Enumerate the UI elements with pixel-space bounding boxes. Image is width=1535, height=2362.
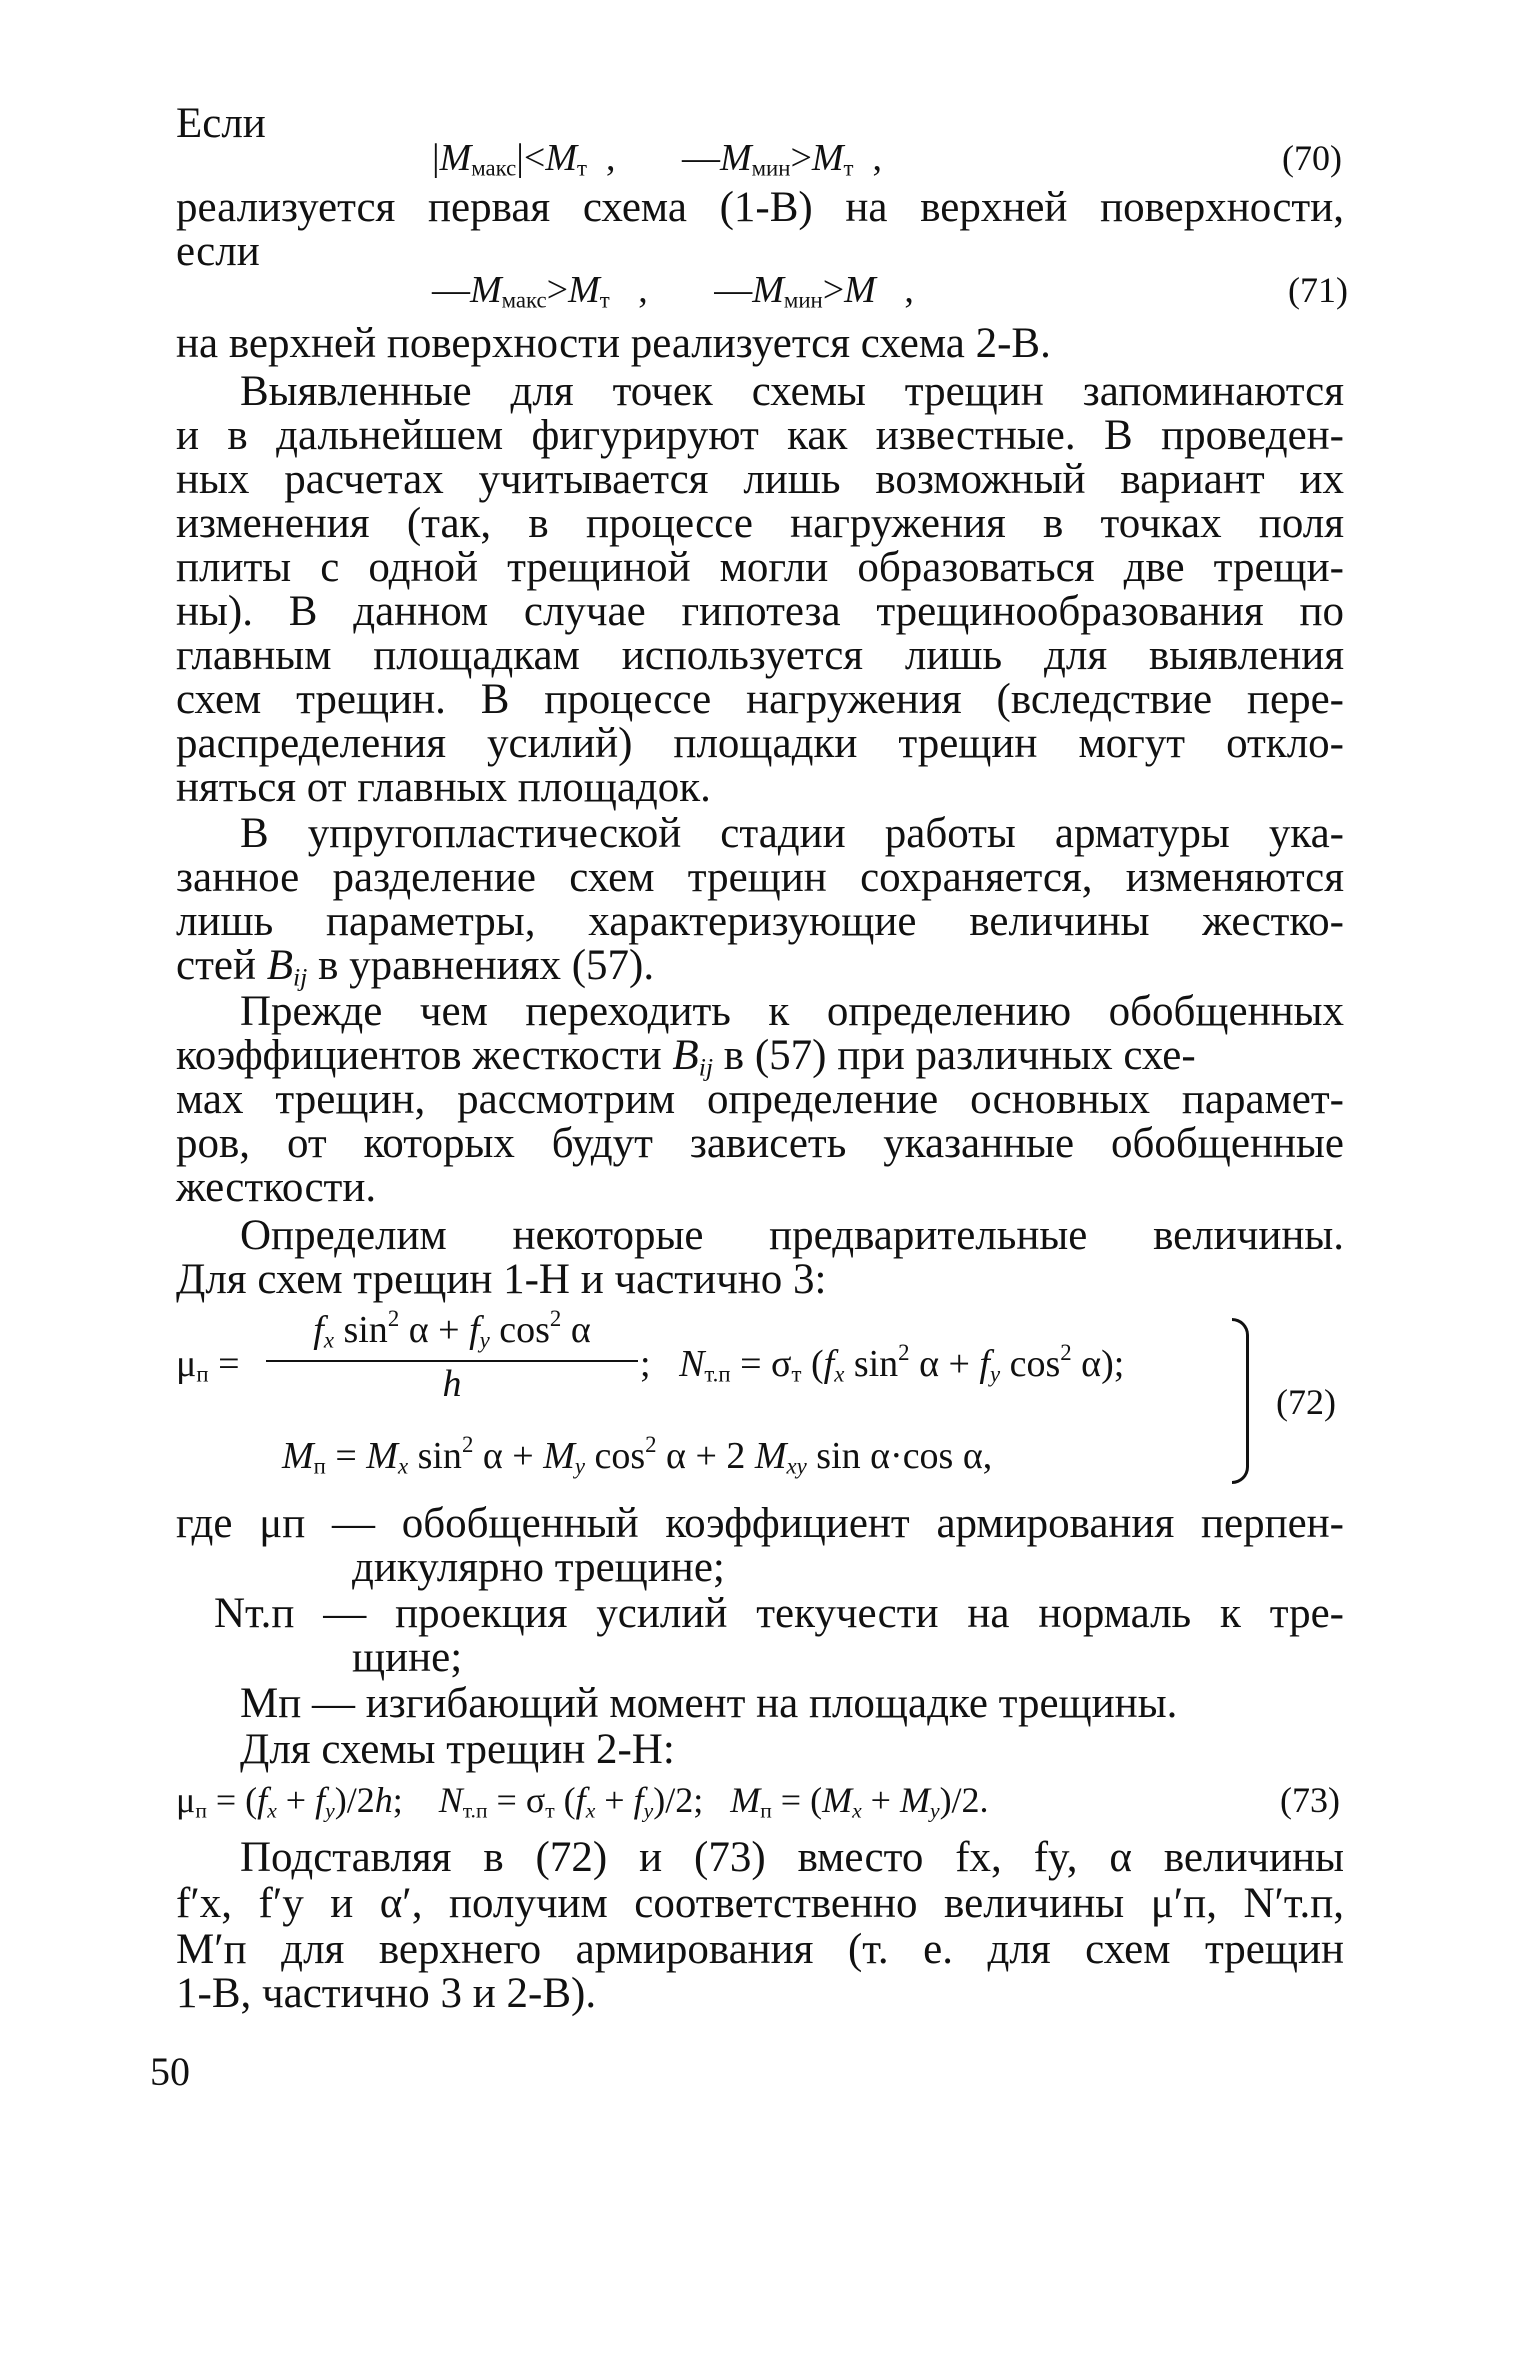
text-line: f′x, f′y и α′, получим соответственно величины μ′п, N′т.п, [176, 1880, 1344, 1927]
text-line: Прежде чем переходить к определению обобщенных [240, 988, 1344, 1035]
text-line: схем трещин. В процессе нагружения (вследствие пере- [176, 676, 1344, 723]
page-number: 50 [150, 2049, 190, 2094]
equation-70-text: $|M_{макс}|<M_т$ , $—M_{мин}>M_т$ , [432, 137, 882, 181]
equation-72-mid: ; $N_{т.п} = \sigma_т$ ($f_x$ $\sin^2 \alpha + f_y$ $\cos^2 \alpha$); [640, 1340, 1125, 1387]
text-line: распределения усилий) площадки трещин могут откло- [176, 720, 1344, 767]
definition-line: где μп — обобщенный коэффициент армирования перпен- [176, 1500, 1344, 1547]
symbol-subscript: ij [698, 1052, 714, 1082]
text-fragment: в уравнениях (57). [307, 942, 655, 989]
text-line: занное разделение схем трещин сохраняется, изменяются [176, 854, 1344, 901]
equation-number: (70) [1282, 138, 1342, 178]
text-line: реализуется первая схема (1-В) на верхней поверхности, [176, 184, 1344, 231]
text-line: изменения (так, в процессе нагружения в точках поля [176, 500, 1344, 547]
equation-70 [432, 136, 882, 180]
text-line: если [176, 228, 260, 275]
equation-72-numerator: $f_x$ $\sin^2 \alpha + f_y$ $\cos^2 \alpha$ [313, 1306, 591, 1353]
equation-72-line2: $M_п = M_x$ $\sin^2 \alpha + M_y$ $\cos^2 \alpha + 2$ $M_{xy}$ sin α·cos α, [282, 1432, 993, 1479]
text-fragment: коэффициентов жесткости [176, 1032, 673, 1079]
text-fragment: в (57) при различных схе- [713, 1032, 1196, 1079]
text-line: на верхней поверхности реализуется схема 2-В. [176, 320, 1051, 367]
text-line: Если [176, 100, 266, 147]
text-fragment: стей [176, 942, 267, 989]
symbol-subscript: ij [293, 962, 308, 992]
text-line: Подставляя в (72) и (73) вместо fx, fy, α величины [240, 1834, 1344, 1881]
text-line: M′п для верхнего армирования (т. е. для схем трещин [176, 1926, 1344, 1973]
definition-line: дикулярно трещине; [352, 1544, 725, 1591]
definition-line: Для схемы трещин 2-Н: [240, 1726, 675, 1773]
text-line: ны). В данном случае гипотеза трещинообразования по [176, 588, 1344, 635]
brace [1232, 1318, 1249, 1484]
text-line: лишь параметры, характеризующие величины жестко- [176, 898, 1344, 945]
text-line: жесткости. [176, 1164, 377, 1211]
text-line: 1-В, частично 3 и 2-В). [176, 1970, 597, 2017]
symbol: B [672, 1032, 699, 1079]
text-line: и в дальнейшем фигурируют как известные. В проведен- [176, 412, 1344, 459]
text-line [176, 1032, 1344, 1080]
text-line: Выявленные для точек схемы трещин запоминаются [240, 368, 1344, 415]
text-line: Для схем трещин 1-Н и частично 3: [176, 1256, 827, 1303]
text-line: В упругопластической стадии работы арматуры ука- [240, 810, 1344, 857]
symbol: B [266, 942, 294, 989]
equation-72-lhs: $\mu_п$ = [176, 1343, 240, 1387]
equation-number: (72) [1276, 1382, 1336, 1422]
text-line: плиты с одной трещиной могли образоваться две трещи- [176, 544, 1344, 591]
equation-71: $—M_{макс}>M_т$ , $—M_{мин}>M$ , [432, 269, 914, 313]
text-line: главным площадкам используется лишь для выявления [176, 632, 1344, 679]
text-line: няться от главных площадок. [176, 764, 711, 811]
definition-line: Nт.п — проекция усилий текучести на нормаль к тре- [214, 1590, 1344, 1637]
equation-72-denominator: h [442, 1363, 462, 1405]
equation-number: (71) [1288, 270, 1348, 310]
text-line: ров, от которых будут зависеть указанные обобщенные [176, 1120, 1344, 1167]
text-line: мах трещин, рассмотрим определение основных парамет- [176, 1076, 1344, 1123]
equation-number: (73) [1280, 1780, 1340, 1820]
text-line: Определим некоторые предварительные величины. [240, 1212, 1344, 1259]
text-line [176, 942, 654, 990]
text-line: ных расчетах учитывается лишь возможный вариант их [176, 456, 1344, 503]
definition-line: щине; [352, 1634, 463, 1681]
equation-73: $\mu_п = (f_x + f_y)/2h$; $N_{т.п} = \sigma_т$ $(f_x + f_y)/2$; $M_п = (M_x + M_y)/2$. [176, 1780, 989, 1823]
definition-line: Mп — изгибающий момент на площадке трещины. [240, 1680, 1178, 1727]
